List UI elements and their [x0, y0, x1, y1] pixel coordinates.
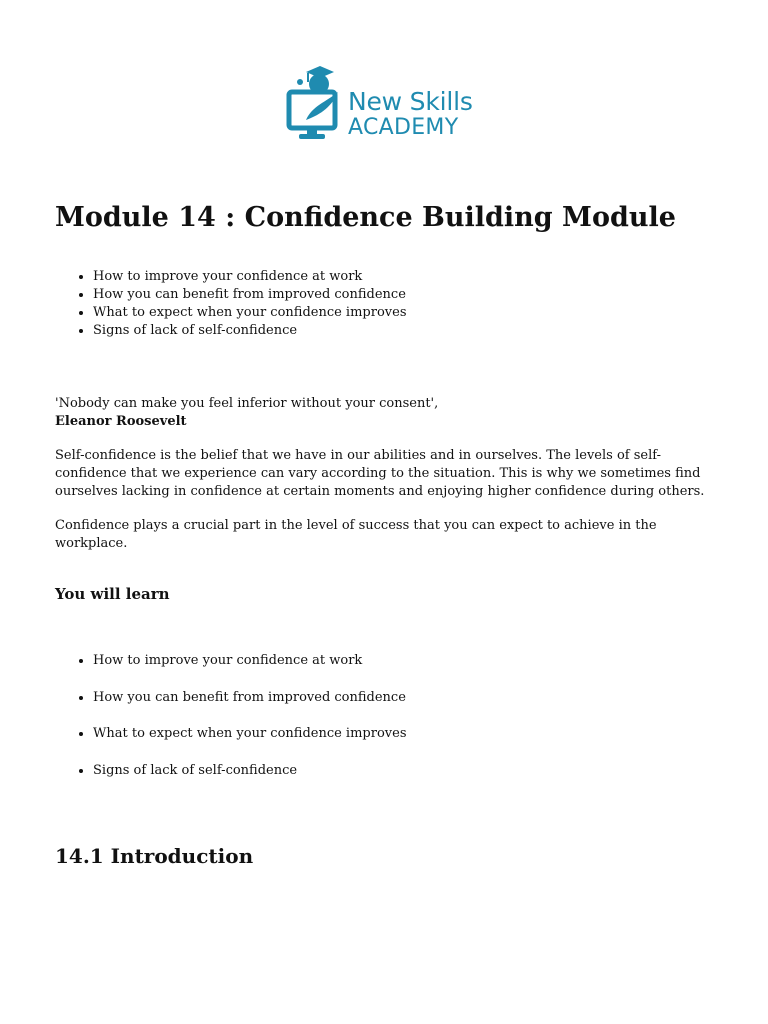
- quote-block: [55, 395, 715, 431]
- summary-list: [55, 268, 715, 340]
- logo-text-new-skills: New Skills: [348, 87, 473, 116]
- list-item: • How to improve your confidence at work: [93, 652, 715, 670]
- paragraph-self-confidence: Self-confidence is the belief that we have in our abilities and in ourselves. The levels of self-confidence that we experience can vary according to the situation. This is why we sometimes find ourselves lacking in confidence at certain moments and enjoying higher confidence during others.: [55, 448, 705, 499]
- list-item: • How you can benefit from improved confidence: [93, 689, 715, 707]
- list-item: • How to improve your confidence at work: [93, 268, 715, 286]
- paragraph-workplace: Confidence plays a crucial part in the level of success that you can expect to achieve in the workplace.: [55, 518, 657, 551]
- logo-text-academy: ACADEMY: [348, 115, 459, 140]
- logo: [286, 62, 486, 146]
- list-item: • Signs of lack of self-confidence: [93, 322, 715, 340]
- list-item: • Signs of lack of self-confidence: [93, 762, 715, 780]
- document-body: [55, 196, 715, 870]
- quote-author: Eleanor Roosevelt: [55, 414, 187, 429]
- list-item: • How you can benefit from improved confidence: [93, 286, 715, 304]
- list-item: • What to expect when your confidence improves: [93, 304, 715, 322]
- learn-heading: You will learn: [55, 585, 170, 603]
- section-heading: 14.1 Introduction: [55, 843, 254, 868]
- quote-text: 'Nobody can make you feel inferior without your consent',: [55, 396, 439, 411]
- list-item: • What to expect when your confidence improves: [93, 725, 715, 743]
- page-title: Module 14 : Confidence Building Module: [55, 202, 676, 233]
- academy-monitor-logo-icon: [286, 62, 350, 146]
- learn-list: [55, 652, 715, 780]
